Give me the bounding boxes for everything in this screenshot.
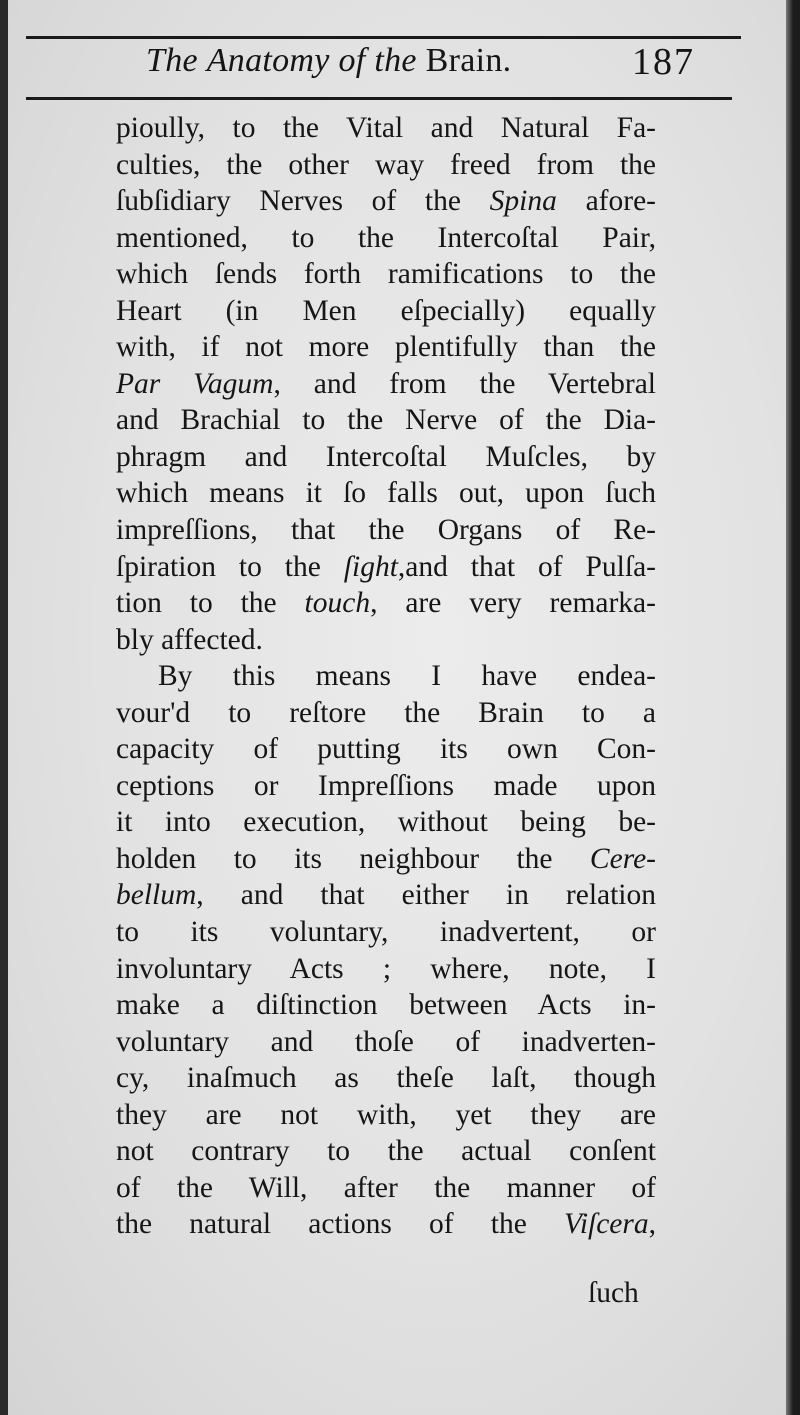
text-line: the natural actions of the Viſcera, xyxy=(116,1208,656,1241)
running-head-word: of xyxy=(338,42,366,79)
text-line: which ſends forth ramifications to the xyxy=(116,258,656,291)
text-line: ceptions or Impreſſions made upon xyxy=(116,769,656,802)
page-left-edge xyxy=(0,0,8,1415)
text-line: impreſſions, that the Organs of Re- xyxy=(116,514,656,547)
text-line: to its voluntary, inadvertent, or xyxy=(116,916,656,949)
text-line: which means it ſo falls out, upon ſuch xyxy=(116,477,656,510)
text-line: ſubſidiary Nerves of the Spina afore- xyxy=(116,185,656,218)
text-line: cy, inaſmuch as theſe laſt, though xyxy=(116,1062,656,1095)
text-line: mentioned, to the Intercoſtal Pair, xyxy=(116,221,656,254)
text-line: they are not with, yet they are xyxy=(116,1098,656,1131)
running-head-word: Anatomy xyxy=(206,42,330,79)
text-line: bellum, and that either in relation xyxy=(116,879,656,912)
page-right-edge xyxy=(786,0,793,1415)
text-line: ſpiration to the ſight,and that of Pulſa- xyxy=(116,550,656,583)
text-line: pioully, to the Vital and Natural Fa- xyxy=(116,112,656,144)
text-line: Heart (in Men eſpecially) equally xyxy=(116,294,656,327)
text-line: phragm and Intercoſtal Muſcles, by xyxy=(116,440,656,473)
text-line: capacity of putting its own Con- xyxy=(116,733,656,766)
running-head-word: the xyxy=(374,42,417,79)
text-line: make a diſtinction between Acts in- xyxy=(116,989,656,1022)
running-head-title xyxy=(146,42,511,80)
text-line: of the Will, after the manner of xyxy=(116,1171,656,1204)
text-line-paragraph-start: By this means I have endea- xyxy=(158,660,656,693)
text-line: not contrary to the actual conſent xyxy=(116,1135,656,1168)
text-line: it into execution, without being be- xyxy=(116,806,656,839)
text-line: vour'd to reſtore the Brain to a xyxy=(116,696,656,729)
text-line: holden to its neighbour the Cere- xyxy=(116,842,656,875)
text-line: and Brachial to the Nerve of the Dia- xyxy=(116,404,656,437)
text-line: voluntary and thoſe of inadverten- xyxy=(116,1025,656,1058)
text-line: Par Vagum, and from the Vertebral xyxy=(116,367,656,400)
text-line: culties, the other way freed from the xyxy=(116,148,656,181)
running-head-word: Brain. xyxy=(425,42,512,79)
text-line: with, if not more plentifully than the xyxy=(116,331,656,364)
body-text xyxy=(116,110,656,1243)
text-line: bly affected. xyxy=(116,623,263,656)
page-number: 187 xyxy=(632,41,695,83)
running-head-word: The xyxy=(146,42,198,79)
running-head xyxy=(8,38,793,96)
text-line: involuntary Acts ; where, note, I xyxy=(116,952,656,985)
book-page xyxy=(8,0,793,1415)
text-line: tion to the touch, are very remarka- xyxy=(116,587,656,620)
catchword: ſuch xyxy=(588,1277,639,1309)
header-rule-bottom xyxy=(26,97,732,100)
